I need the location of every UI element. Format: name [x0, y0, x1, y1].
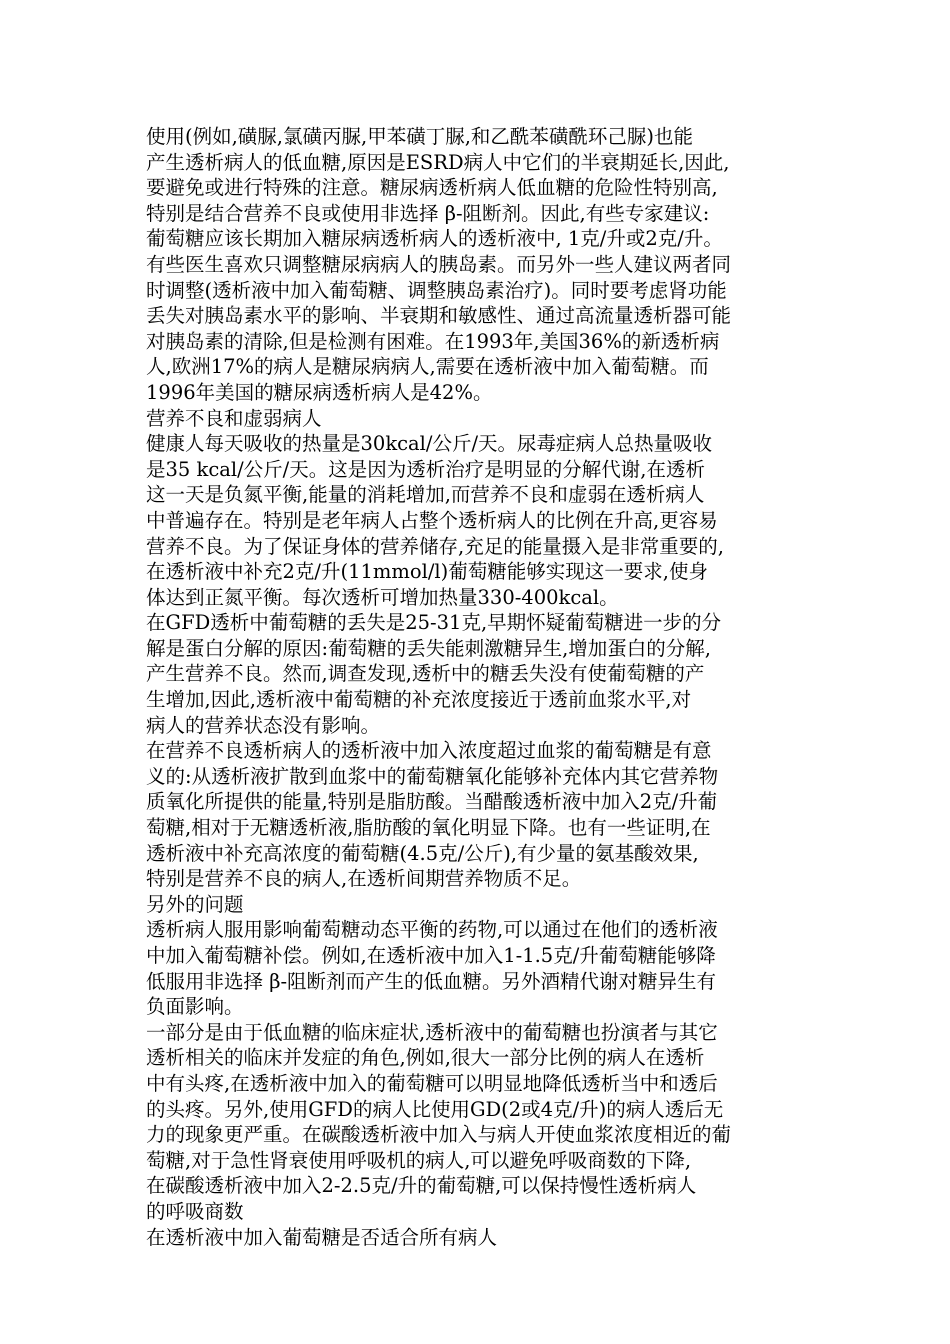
text-line: 葡萄糖应该长期加入糖尿病透析病人的透析液中, 1克/升或2克/升。	[146, 227, 723, 251]
document-body	[146, 124, 826, 1250]
text-line: 萄糖,对于急性肾衰使用呼吸机的病人,可以避免呼吸商数的下降,	[146, 1148, 692, 1172]
text-line: 质氧化所提供的能量,特别是脂肪酸。当醋酸透析液中加入2克/升葡	[146, 790, 718, 814]
text-line: 力的现象更严重。在碳酸透析液中加入与病人开使血浆浓度相近的葡	[146, 1123, 732, 1147]
text-line: 营养不良。为了保证身体的营养储存,充足的能量摄入是非常重要的,	[146, 534, 724, 558]
text-line: 中有头疼,在透析液中加入的葡萄糖可以明显地降低透析当中和透后	[146, 1071, 718, 1095]
text-line: 在透析液中加入葡萄糖是否适合所有病人	[146, 1225, 498, 1249]
text-line: 特别是结合营养不良或使用非选择 β-阻断剂。因此,有些专家建议:	[146, 201, 710, 225]
text-line: 另外的问题	[146, 892, 244, 916]
text-line: 丢失对胰岛素水平的影响、半衰期和敏感性、通过高流量透析器可能	[146, 304, 732, 328]
text-line: 特别是营养不良的病人,在透析间期营养物质不足。	[146, 867, 582, 891]
text-line: 在GFD透析中葡萄糖的丢失是25-31克,早期怀疑葡萄糖进一步的分	[146, 611, 722, 635]
text-line: 病人的营养状态没有影响。	[146, 713, 381, 737]
text-line: 的头疼。另外,使用GFD的病人比使用GD(2或4克/升)的病人透后无	[146, 1097, 724, 1121]
text-line: 一部分是由于低血糖的临床症状,透析液中的葡萄糖也扮演者与其它	[146, 1020, 718, 1044]
text-line: 体达到正氮平衡。每次透析可增加热量330-400kcal。	[146, 585, 619, 609]
text-line: 健康人每天吸收的热量是30kcal/公斤/天。尿毒症病人总热量吸收	[146, 432, 713, 456]
text-line: 这一天是负氮平衡,能量的消耗增加,而营养不良和虚弱在透析病人	[146, 483, 705, 507]
text-line: 解是蛋白分解的原因:葡萄糖的丢失能刺激糖异生,增加蛋白的分解,	[146, 636, 711, 660]
text-line: 生增加,因此,透析液中葡萄糖的补充浓度接近于透前血浆水平,对	[146, 688, 692, 712]
text-line: 人,欧洲17%的病人是糖尿病病人,需要在透析液中加入葡萄糖。而	[146, 355, 709, 379]
text-line: 对胰岛素的清除,但是检测有困难。在1993年,美国36%的新透析病	[146, 329, 720, 353]
text-line: 有些医生喜欢只调整糖尿病病人的胰岛素。而另外一些人建议两者同	[146, 252, 732, 276]
text-line: 要避免或进行特殊的注意。糖尿病透析病人低血糖的危险性特别高,	[146, 176, 718, 200]
text-line: 在透析液中补充2克/升(11mmol/l)葡萄糖能够实现这一要求,使身	[146, 560, 708, 584]
text-line: 中普遍存在。特别是老年病人占整个透析病人的比例在升高,更容易	[146, 508, 718, 532]
text-line: 在营养不良透析病人的透析液中加入浓度超过血浆的葡萄糖是有意	[146, 739, 712, 763]
text-line: 产生透析病人的低血糖,原因是ESRD病人中它们的半衰期延长,因此,	[146, 150, 730, 174]
text-line: 使用(例如,磺脲,氯磺丙脲,甲苯磺丁脲,和乙酰苯磺酰环己脲)也能	[146, 125, 694, 148]
text-line: 透析病人服用影响葡萄糖动态平衡的药物,可以通过在他们的透析液	[146, 918, 718, 942]
text-line: 中加入葡萄糖补偿。例如,在透析液中加入1-1.5克/升葡萄糖能够降	[146, 944, 716, 967]
text-line: 是35 kcal/公斤/天。这是因为透析治疗是明显的分解代谢,在透析	[146, 457, 705, 481]
text-line: 时调整(透析液中加入葡萄糖、调整胰岛素治疗)。同时要考虑肾功能	[146, 278, 727, 302]
text-line: 萄糖,相对于无糖透析液,脂肪酸的氧化明显下降。也有一些证明,在	[146, 816, 711, 840]
text-line: 透析液中补充高浓度的葡萄糖(4.5克/公斤),有少量的氨基酸效果,	[146, 841, 699, 865]
text-line: 在碳酸透析液中加入2-2.5克/升的葡萄糖,可以保持慢性透析病人	[146, 1174, 697, 1198]
text-line: 义的:从透析液扩散到血浆中的葡萄糖氧化能够补充体内其它营养物	[146, 764, 719, 788]
text-line: 负面影响。	[146, 995, 244, 1019]
text-line: 营养不良和虚弱病人	[146, 406, 322, 430]
text-line: 的呼吸商数	[146, 1199, 244, 1223]
text-line: 产生营养不良。然而,调查发现,透析中的糖丢失没有使葡萄糖的产	[146, 662, 705, 686]
text-line: 透析相关的临床并发症的角色,例如,很大一部分比例的病人在透析	[146, 1046, 705, 1070]
text-line: 1996年美国的糖尿病透析病人是42%。	[146, 380, 493, 404]
text-line: 低服用非选择 β-阻断剂而产生的低血糖。另外酒精代谢对糖异生有	[146, 969, 717, 993]
